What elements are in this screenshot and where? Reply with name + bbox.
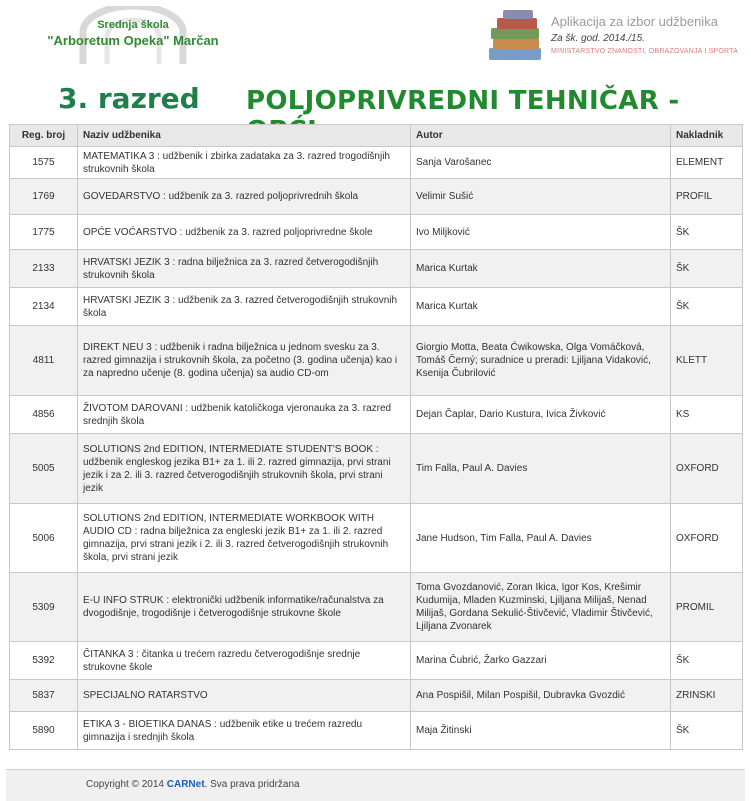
- cell-reg: 4856: [10, 396, 78, 434]
- table-row: [10, 434, 743, 504]
- cell-publisher: KS: [671, 396, 743, 434]
- table-row: [10, 680, 743, 712]
- cell-reg: 4811: [10, 326, 78, 396]
- cell-publisher: ŠK: [671, 250, 743, 288]
- cell-title: GOVEDARSTVO : udžbenik za 3. razred poljoprivrednih škola: [78, 179, 411, 215]
- cell-author: Giorgio Motta, Beata Ćwikowska, Olga Vomáčková, Tomáš Černý; suradnice u preradi: Ljiljana Vidaković, Ksenija Čubrilović: [411, 326, 671, 396]
- school-name-line1: Srednja škola: [97, 19, 169, 31]
- cell-publisher: ELEMENT: [671, 147, 743, 179]
- cell-author: Marica Kurtak: [411, 288, 671, 326]
- cell-publisher: PROFIL: [671, 179, 743, 215]
- program-title: POLJOPRIVREDNI TEHNIČAR -: [246, 86, 680, 116]
- app-school-year: Za šk. god. 2014./15.: [551, 33, 645, 44]
- cell-reg: 1775: [10, 215, 78, 250]
- cell-reg: 5890: [10, 712, 78, 750]
- cell-publisher: KLETT: [671, 326, 743, 396]
- copyright-suffix: . Sva prava pridržana: [204, 779, 300, 790]
- school-name-line2: "Arboretum Opeka" Marčan: [47, 33, 219, 48]
- cell-author: Jane Hudson, Tim Falla, Paul A. Davies: [411, 504, 671, 573]
- table-row: [10, 250, 743, 288]
- cell-title: ŽIVOTOM DAROVANI : udžbenik katoličkoga vjeronauka za 3. razred srednjih škola: [78, 396, 411, 434]
- cell-title: E-U INFO STRUK : elektronički udžbenik informatike/računalstva za dvogodišnje, trogodišnje i četverogodišnje strukovne škole: [78, 573, 411, 642]
- cell-publisher: ŠK: [671, 712, 743, 750]
- ministry-name: MINISTARSTVO ZNANOSTI, OBRAZOVANJA I SPORTA: [551, 48, 738, 55]
- table-row: [10, 215, 743, 250]
- cell-title: HRVATSKI JEZIK 3 : udžbenik za 3. razred četverogodišnjih strukovnih škola: [78, 288, 411, 326]
- cell-publisher: OXFORD: [671, 434, 743, 504]
- cell-reg: 1769: [10, 179, 78, 215]
- textbook-table: [9, 124, 743, 750]
- column-header-title[interactable]: Naziv udžbenika: [78, 125, 411, 147]
- cell-reg: 5392: [10, 642, 78, 680]
- carnet-link[interactable]: CARNet: [166, 779, 205, 790]
- grade-title: 3. razred: [58, 82, 200, 115]
- cell-title: ČITANKA 3 : čitanka u trećem razredu četverogodišnje srednje strukovne škole: [78, 642, 411, 680]
- table-row: [10, 147, 743, 179]
- table-row: [10, 642, 743, 680]
- cell-reg: 2134: [10, 288, 78, 326]
- cell-author: Tim Falla, Paul A. Davies: [411, 434, 671, 504]
- cell-publisher: ŠK: [671, 288, 743, 326]
- cell-reg: 5006: [10, 504, 78, 573]
- column-header-publisher[interactable]: Nakladnik: [671, 125, 743, 147]
- books-icon: [485, 8, 547, 64]
- copyright-text: [86, 779, 300, 790]
- cell-author: Toma Gvozdanović, Zoran Ikica, Igor Kos, Krešimir Kudumija, Mladen Kuzminski, Ljiljana Milijaš, Nenad Milijaš, Gordana Sekulić-Štivčević, Vladimir Štivčević, Ljiljana Zvonarek: [411, 573, 671, 642]
- cell-author: Marica Kurtak: [411, 250, 671, 288]
- app-logo: [485, 6, 750, 66]
- cell-title: SPECIJALNO RATARSTVO: [78, 680, 411, 712]
- cell-reg: 5837: [10, 680, 78, 712]
- table-row: [10, 712, 743, 750]
- cell-title: SOLUTIONS 2nd EDITION, INTERMEDIATE WORKBOOK WITH AUDIO CD : radna bilježnica za engleski jezik B1+ za 1. ili 2. razred gimnazija, prvi strani jezik i 2. ili 3. razred četverogodišnjih strukovnih škola, prvi strani jezik: [78, 504, 411, 573]
- column-header-reg[interactable]: Reg. broj: [10, 125, 78, 147]
- cell-title: HRVATSKI JEZIK 3 : radna bilježnica za 3. razred četverogodišnjih strukovnih škola: [78, 250, 411, 288]
- cell-title: ETIKA 3 - BIOETIKA DANAS : udžbenik etike u trećem razredu gimnazija i srednjih škola: [78, 712, 411, 750]
- cell-title: SOLUTIONS 2nd EDITION, INTERMEDIATE STUDENT'S BOOK : udžbenik engleskog jezika B1+ za 1. ili 2. razred gimnazija, prvi strani jezik i za 2. ili 3. razred četverogodišnjih strukovnih škola, prvi strani jezik: [78, 434, 411, 504]
- table-row: [10, 326, 743, 396]
- table-row: [10, 288, 743, 326]
- cell-author: Ivo Miljković: [411, 215, 671, 250]
- cell-author: Dejan Čaplar, Dario Kustura, Ivica Živković: [411, 396, 671, 434]
- cell-title: OPĆE VOĆARSTVO : udžbenik za 3. razred poljoprivredne škole: [78, 215, 411, 250]
- cell-publisher: ZRINSKI: [671, 680, 743, 712]
- cell-title: DIREKT NEU 3 : udžbenik i radna bilježnica u jednom svesku za 3. razred gimnazija i strukovnih škola, za početno (3. godina učenja) kao i za napredno učenje (8. godina učenja) sa audio CD-om: [78, 326, 411, 396]
- footer: [6, 769, 745, 801]
- cell-author: Marina Čubrić, Žarko Gazzari: [411, 642, 671, 680]
- school-logo: [28, 6, 228, 66]
- cell-reg: 5309: [10, 573, 78, 642]
- table-row: [10, 396, 743, 434]
- cell-publisher: OXFORD: [671, 504, 743, 573]
- app-title: Aplikacija za izbor udžbenika: [551, 14, 718, 29]
- cell-author: Maja Žitinski: [411, 712, 671, 750]
- cell-publisher: ŠK: [671, 642, 743, 680]
- table-row: [10, 504, 743, 573]
- table-row: [10, 573, 743, 642]
- cell-publisher: ŠK: [671, 215, 743, 250]
- cell-author: Ana Pospišil, Milan Pospišil, Dubravka Gvozdić: [411, 680, 671, 712]
- cell-author: Sanja Varošanec: [411, 147, 671, 179]
- table-header-row: [10, 125, 743, 147]
- cell-reg: 5005: [10, 434, 78, 504]
- column-header-author[interactable]: Autor: [411, 125, 671, 147]
- cell-author: Velimir Sušić: [411, 179, 671, 215]
- cell-reg: 2133: [10, 250, 78, 288]
- cell-reg: 1575: [10, 147, 78, 179]
- cell-publisher: PROMIL: [671, 573, 743, 642]
- copyright-prefix: Copyright © 2014: [86, 779, 167, 790]
- cell-title: MATEMATIKA 3 : udžbenik i zbirka zadataka za 3. razred trogodišnjih strukovnih škola: [78, 147, 411, 179]
- table-row: [10, 179, 743, 215]
